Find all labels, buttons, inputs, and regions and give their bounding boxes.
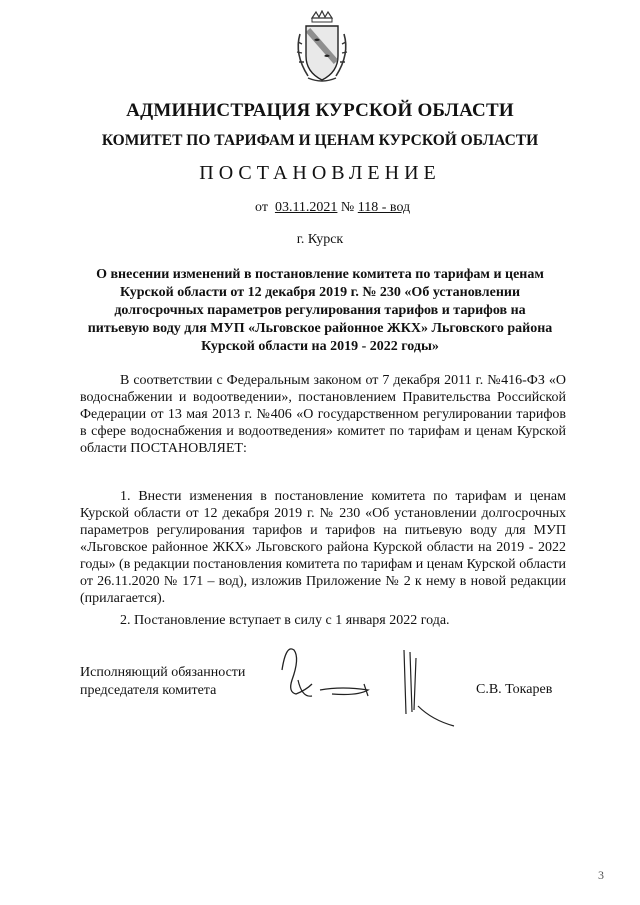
document-subject: О внесении изменений в постановление комитета по тарифам и ценам Курской области от 12 декабря 2019 г. № 230 «Об установлении долгосрочных параметров регулирования тарифов и тарифов на питьевую воду для МУП «Льговское районное ЖКХ» Льговского района Курской области на 2019 - 2022 годы» [87,267,553,354]
signatory-name: С.В. Токарев [476,682,553,697]
organization-name: АДМИНИСТРАЦИЯ КУРСКОЙ ОБЛАСТИ [126,100,514,121]
document-date-number [255,200,410,216]
preamble-paragraph: В соответствии с Федеральным законом от 7 декабря 2011 г. №416-ФЗ «О водоснабжении и водоотведении», постановлением Правительства Российской Федерации от 13 мая 2013 г. №406 «О государственном регулировании тарифов в сфере водоснабжения и водоотведения» комитет по тарифам и ценам Курской области ПОСТАНОВЛЯЕТ: [80,373,566,456]
document-date: 03.11.2021 [274,200,338,215]
coat-of-arms-icon [290,10,354,86]
item-1-paragraph: 1. Внести изменения в постановление комитета по тарифам и ценам Курской области от 12 декабря 2019 г. № 230 «Об установлении долгосрочных параметров регулирования тарифов и тарифов на питьевую воду для МУП «Льговское районное ЖКХ» Льговского района Курской области на 2019 - 2022 годы» (в редакции постановления комитета по тарифам и ценам Курской области от 26.11.2020 № 171 – вод), изложив Приложение № 2 к нему в новой редакции (прилагается). [80,489,566,606]
signatory-title [80,664,280,700]
signatory-title-line1: Исполняющий обязанности [80,665,246,680]
signatory-title-line2: председателя комитета [80,683,217,698]
page-number: 3 [598,868,604,882]
document-type: ПОСТАНОВЛЕНИЕ [199,162,441,184]
committee-name: КОМИТЕТ ПО ТАРИФАМ И ЦЕНАМ КУРСКОЙ ОБЛАСТИ [101,132,539,149]
handwritten-signature [272,640,472,730]
number-sign: № [340,200,355,215]
date-prefix: от [255,200,268,215]
city: г. Курск [296,232,344,247]
item-2-paragraph: 2. Постановление вступает в силу с 1 января 2022 года. [120,613,450,628]
document-number: 118 - вод [357,200,411,215]
